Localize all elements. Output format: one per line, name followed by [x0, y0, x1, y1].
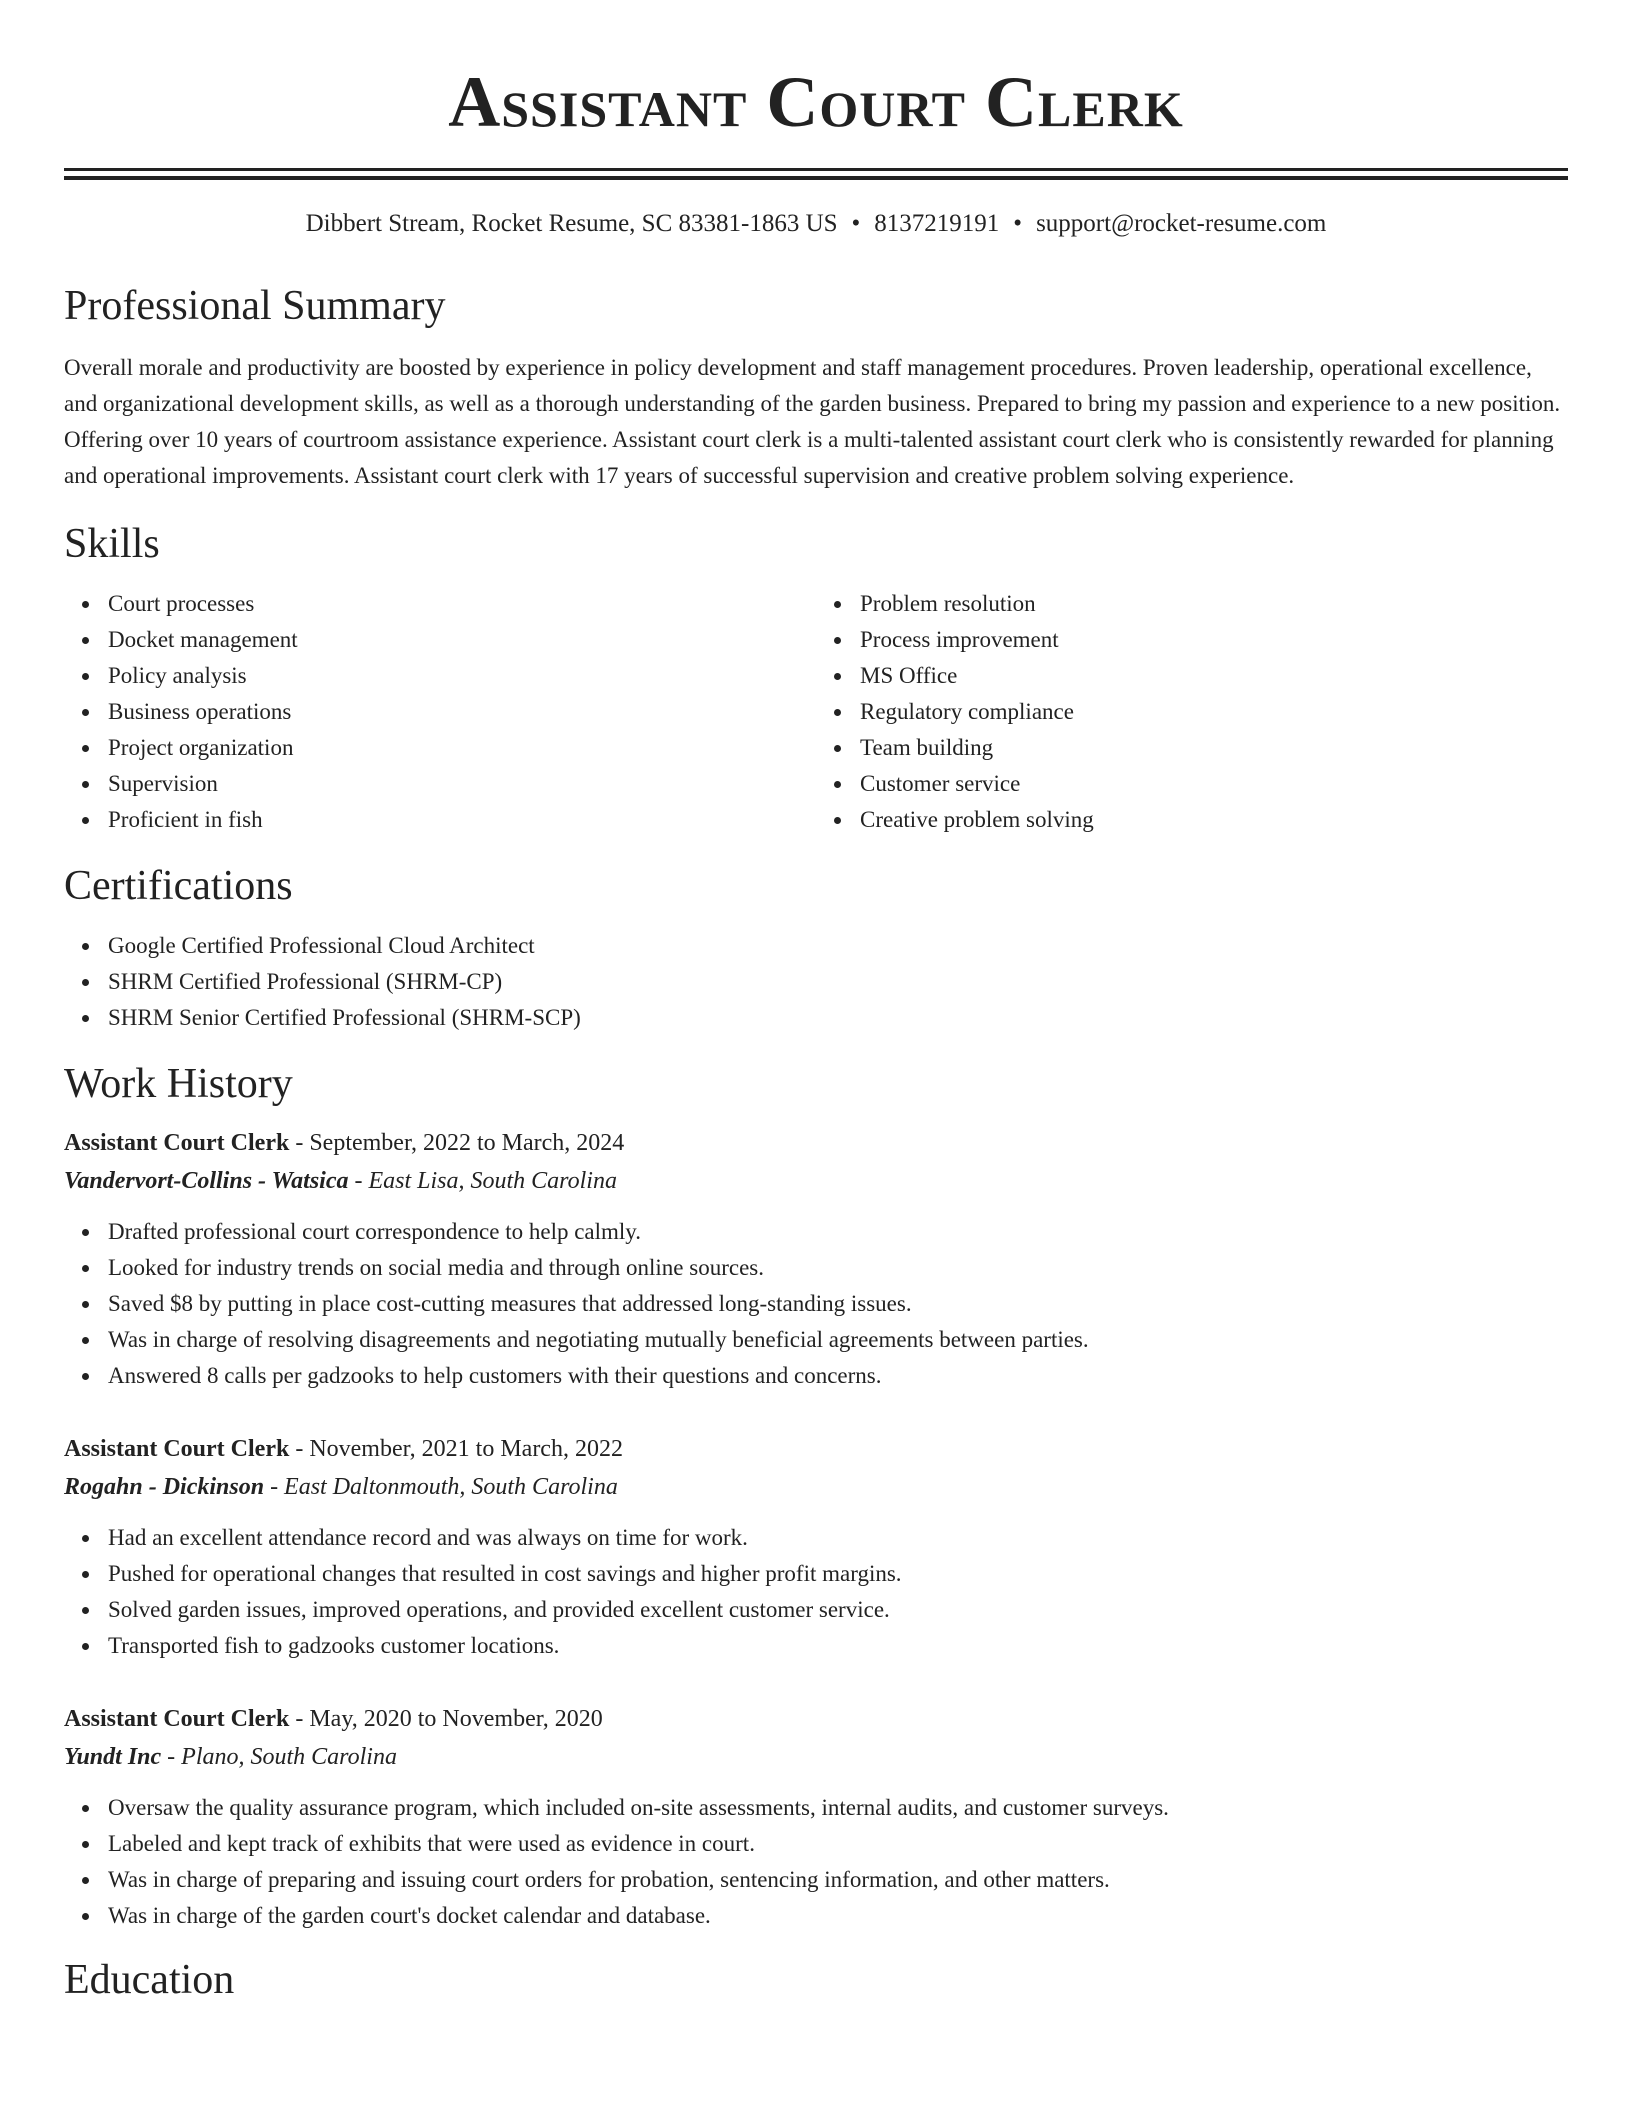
skill-item: Creative problem solving — [860, 802, 1568, 838]
skills-list-left — [64, 586, 816, 838]
job-duty: Transported fish to gadzooks customer locations. — [108, 1628, 1568, 1664]
skill-item: Business operations — [108, 694, 816, 730]
job-position: Assistant Court Clerk — [64, 1706, 290, 1732]
job-dates: - September, 2022 to March, 2024 — [295, 1130, 625, 1156]
contact-separator: • — [1013, 210, 1023, 237]
job-dates: - May, 2020 to November, 2020 — [295, 1706, 603, 1732]
certification-item: SHRM Senior Certified Professional (SHRM-SCP) — [108, 1000, 1568, 1036]
job-duties-list — [64, 1520, 1568, 1664]
contact-address: Dibbert Stream, Rocket Resume, SC 83381-1863 US — [305, 210, 838, 237]
certification-item: SHRM Certified Professional (SHRM-CP) — [108, 964, 1568, 1000]
job-company-line — [64, 1162, 1568, 1200]
job-company: Yundt Inc — [64, 1744, 162, 1770]
skill-item: Team building — [860, 730, 1568, 766]
job-location: - Plano, South Carolina — [167, 1744, 397, 1770]
job-title-line — [64, 1430, 1568, 1468]
skill-item: Supervision — [108, 766, 816, 802]
job-title-line — [64, 1700, 1568, 1738]
job-location: - East Lisa, South Carolina — [354, 1168, 617, 1194]
skill-item: MS Office — [860, 658, 1568, 694]
summary-text: Overall morale and productivity are boosted by experience in policy development and staff management procedures. Proven leadership, operational excellence, and organizational development skills, as well as a thorough understanding of the garden business. Prepared to bring my passion and experience to a new position. Offering over 10 years of courtroom assistance experience. Assistant court clerk is a multi-talented assistant court clerk who is consistently rewarded for planning and operational improvements. Assistant court clerk with 17 years of successful supervision and creative problem solving experience. — [64, 355, 1561, 488]
job-duty: Was in charge of resolving disagreements and negotiating mutually beneficial agreements between parties. — [108, 1322, 1568, 1358]
job-duty: Looked for industry trends on social media and through online sources. — [108, 1250, 1568, 1286]
job-duty: Pushed for operational changes that resulted in cost savings and higher profit margins. — [108, 1556, 1568, 1592]
certification-item: Google Certified Professional Cloud Architect — [108, 928, 1568, 964]
skill-item: Project organization — [108, 730, 816, 766]
certifications-list — [64, 928, 1568, 1036]
contact-email: support@rocket-resume.com — [1036, 210, 1327, 237]
skill-item: Proficient in fish — [108, 802, 816, 838]
job-duty: Drafted professional court correspondence to help calmly. — [108, 1214, 1568, 1250]
certifications-section-title: Certifications — [64, 863, 293, 909]
skill-item: Customer service — [860, 766, 1568, 802]
job-entry — [64, 1124, 1568, 1394]
skill-item: Policy analysis — [108, 658, 816, 694]
contact-phone: 8137219191 — [874, 210, 1000, 237]
job-company: Rogahn - Dickinson — [64, 1474, 265, 1500]
skill-item: Regulatory compliance — [860, 694, 1568, 730]
summary-section-title: Professional Summary — [64, 283, 446, 329]
skill-item: Process improvement — [860, 622, 1568, 658]
contact-separator: • — [851, 210, 861, 237]
job-dates: - November, 2021 to March, 2022 — [295, 1436, 623, 1462]
skills-section-title: Skills — [64, 521, 160, 567]
skill-item: Court processes — [108, 586, 816, 622]
job-entry — [64, 1700, 1568, 1934]
skills-list-right — [816, 586, 1568, 838]
job-position: Assistant Court Clerk — [64, 1436, 290, 1462]
resume-name-heading: Assistant Court Clerk — [448, 62, 1184, 142]
job-duty: Answered 8 calls per gadzooks to help customers with their questions and concerns. — [108, 1358, 1568, 1394]
job-location: - East Daltonmouth, South Carolina — [270, 1474, 618, 1500]
job-duties-list — [64, 1214, 1568, 1394]
job-title-line — [64, 1124, 1568, 1162]
job-company-line — [64, 1738, 1568, 1776]
job-entry — [64, 1430, 1568, 1664]
job-position: Assistant Court Clerk — [64, 1130, 290, 1156]
job-company-line — [64, 1468, 1568, 1506]
job-duty: Saved $8 by putting in place cost-cutting measures that addressed long-standing issues. — [108, 1286, 1568, 1322]
skill-item: Problem resolution — [860, 586, 1568, 622]
job-company: Vandervort-Collins - Watsica — [64, 1168, 349, 1194]
contact-line — [64, 208, 1568, 240]
header-double-rule — [64, 168, 1568, 180]
work-history-section-title: Work History — [64, 1061, 293, 1107]
skill-item: Docket management — [108, 622, 816, 658]
job-duty: Was in charge of the garden court's docket calendar and database. — [108, 1898, 1568, 1934]
job-duty: Oversaw the quality assurance program, which included on-site assessments, internal audits, and customer surveys. — [108, 1790, 1568, 1826]
education-section-title: Education — [64, 1957, 235, 2003]
job-duty: Labeled and kept track of exhibits that were used as evidence in court. — [108, 1826, 1568, 1862]
job-duty: Was in charge of preparing and issuing court orders for probation, sentencing information, and other matters. — [108, 1862, 1568, 1898]
job-duty: Had an excellent attendance record and was always on time for work. — [108, 1520, 1568, 1556]
skills-columns — [64, 586, 1568, 838]
job-duties-list — [64, 1790, 1568, 1934]
job-duty: Solved garden issues, improved operations, and provided excellent customer service. — [108, 1592, 1568, 1628]
